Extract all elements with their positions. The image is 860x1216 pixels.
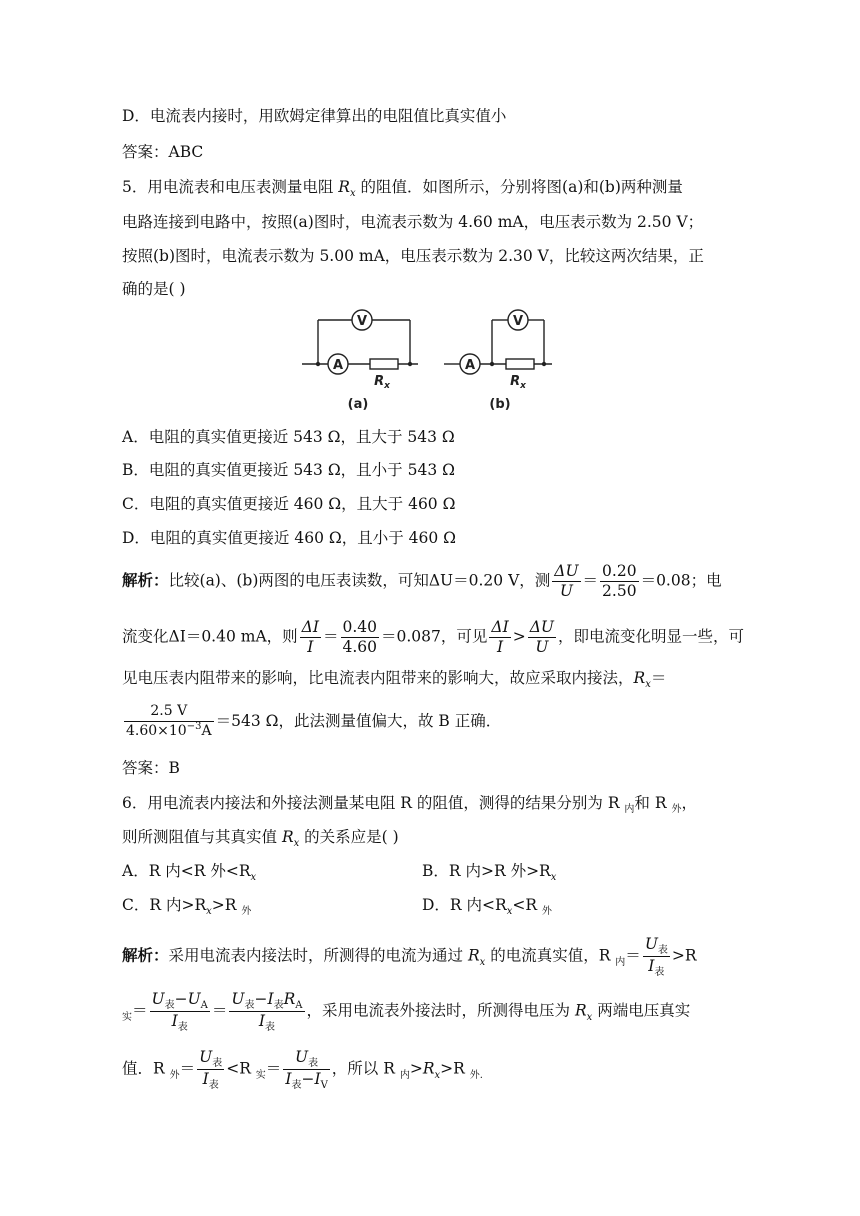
- answer-5: 答案：B: [122, 759, 180, 777]
- q5-option-c: C．电阻的真实值更接近 460 Ω，且大于 460 Ω: [122, 495, 456, 513]
- figure-b-caption: (b): [489, 397, 511, 412]
- q6-option-a: A．R 内<R 外$<R_x$: [122, 862, 257, 883]
- q6-option-b: B．R 内>R 外$>R_x$: [422, 862, 557, 883]
- sol6-line-3: 值．R $_外$＝ $\frac{U_表}{I_表}$ <R $_实$＝ $\frac{U_表}{I_表-I_V}$ ，所以 R $_内>R_x>R$ $_{外.}$: [122, 1048, 483, 1091]
- figure-a-caption: (a): [347, 397, 369, 412]
- q5-line-2: 电路连接到电路中，按照(a)图时，电流表示数为 4.60 mA，电压表示数为 2.50 V；: [122, 213, 704, 231]
- svg-text:Rx: $R_x$: [510, 374, 526, 391]
- ammeter-b-label: A: [464, 358, 476, 373]
- sol5-line-4: $\frac{2.5 V}{4.60\times 10^{-3}A}$ ＝543 Ω，此法测量值偏大，故 B 正确．: [126, 703, 502, 739]
- sol6-line-2: $_实$＝ $\frac{U_表-U_A}{I_表}$ ＝ $\frac{U_表-I_表R_A}{I_表}$ ，采用电流表外接法时，所测得电压为 $R_x$ 两端电压真实: [122, 990, 691, 1033]
- q5-option-d: D．电阻的真实值更接近 460 Ω，且小于 460 Ω: [122, 529, 457, 547]
- sol5-line-3: 见电压表内阻带来的影响，比电流表内阻带来的影响大，故应采取内接法，$R_x=$: [122, 669, 667, 690]
- q6-line-1: 6．用电流表内接法和外接法测量某电阻 R 的阻值，测得的结果分别为 R $_内$和 R $_外$，: [122, 794, 697, 815]
- ammeter-a-label: A: [332, 358, 344, 373]
- circuit-figure: [300, 302, 560, 414]
- q6-option-c: C．R 内$>R_x>R$ $_外$: [122, 896, 252, 917]
- q5-line-1: 5．用电流表和电压表测量电阻 $R_x$ 的阻值．如图所示，分别将图(a)和(b)两种测量: [122, 178, 683, 199]
- circuit-b: [444, 310, 552, 374]
- sol5-line-1: 解析：比较(a)、(b)两图的电压表读数，可知ΔU＝0.20 V，测 $\frac{\Delta U}{U}$ ＝ $\frac{0.20}{2.50}$ ＝0.08；电: [122, 562, 722, 600]
- q6-option-d: D．R 内$<R_x<R$ $_外$: [422, 896, 552, 917]
- q5-line-3: 按照(b)图时，电流表示数为 5.00 mA，电压表示数为 2.30 V，比较这两次结果，正: [122, 247, 704, 265]
- voltmeter-a-label: V: [356, 314, 368, 329]
- svg-text:Rx: $R_x$: [374, 374, 390, 391]
- sol5-line-2: 流变化ΔI＝0.40 mA，则 $\frac{\Delta I}{I}$ ＝ $\frac{0.40}{4.60}$ ＝0.087，可见 $\frac{\Delta I}{I}$ > $\frac{\Delta U}{U}$ ，即电流变化明显一些，可: [122, 618, 744, 656]
- voltmeter-b-label: V: [512, 314, 524, 329]
- q5-option-a: A．电阻的真实值更接近 543 Ω，且大于 543 Ω: [122, 428, 455, 446]
- q6-line-2: 则所测阻值与其真实值 $R_x$ 的关系应是( ): [122, 828, 399, 849]
- answer-4: 答案：ABC: [122, 143, 204, 161]
- q5-option-b: B．电阻的真实值更接近 543 Ω，且小于 543 Ω: [122, 461, 455, 479]
- prev-option-d: D．电流表内接时，用欧姆定律算出的电阻值比真实值小: [122, 107, 507, 125]
- q5-line-4: 确的是( ): [122, 280, 186, 298]
- sol6-line-1: 解析：采用电流表内接法时，所测得的电流为通过 $R_x$ 的电流真实值，R $_内$＝ $\frac{U_表}{I_表}$ >R: [122, 935, 697, 978]
